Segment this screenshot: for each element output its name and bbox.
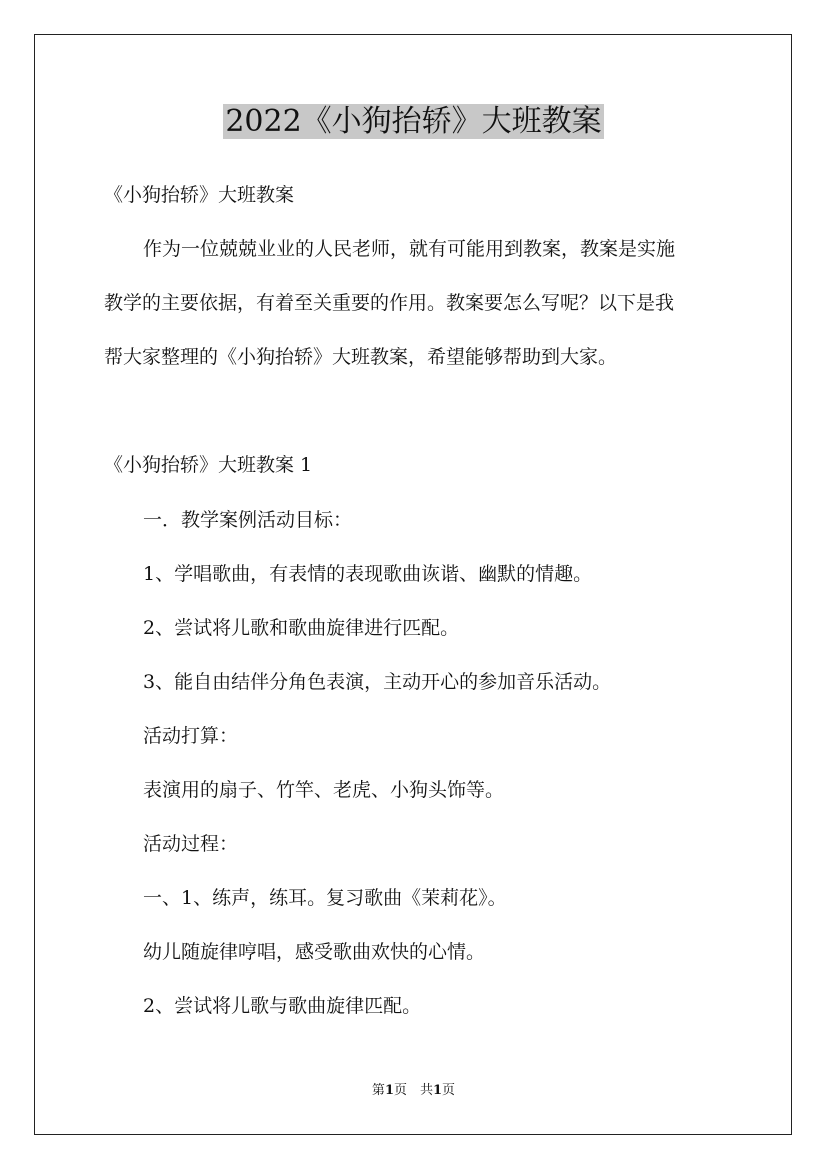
body-line: 幼儿随旋律哼唱，感受歌曲欢快的心情。	[143, 941, 486, 963]
body-line: 2、尝试将儿歌和歌曲旋律进行匹配。	[143, 617, 460, 639]
footer-page-total: 1	[433, 1083, 443, 1098]
intro-line-1: 作为一位兢兢业业的人民老师，就有可能用到教案，教案是实施	[143, 238, 676, 260]
section-heading: 《小狗抬轿》大班教案 1	[104, 454, 313, 476]
intro-line-2: 教学的主要依据，有着至关重要的作用。教案要怎么写呢？以下是我	[104, 292, 675, 314]
body-line: 一、1、练声，练耳。复习歌曲《茉莉花》。	[143, 887, 507, 909]
body-line: 表演用的扇子、竹竿、老虎、小狗头饰等。	[143, 779, 505, 801]
document-title	[0, 100, 827, 144]
body-line: 1、学唱歌曲，有表情的表现歌曲诙谐、幽默的情趣。	[143, 563, 593, 585]
body-line: 活动过程：	[143, 833, 239, 855]
footer-page-current: 1	[384, 1083, 394, 1098]
body-line: 一．教学案例活动目标：	[143, 509, 353, 531]
footer-page-prefix: 第	[371, 1083, 385, 1098]
body-line: 2、尝试将儿歌与歌曲旋律匹配。	[143, 995, 422, 1017]
footer-page-mid: 页 共	[393, 1083, 433, 1098]
body-line: 3、能自由结伴分角色表演，主动开心的参加音乐活动。	[143, 671, 612, 693]
document-title-text: 2022《小狗抬轿》大班教案	[225, 104, 602, 139]
document-subtitle: 《小狗抬轿》大班教案	[104, 184, 295, 206]
page-footer	[0, 1082, 827, 1100]
body-line: 活动打算：	[143, 725, 239, 747]
footer-page-suffix: 页	[442, 1083, 456, 1098]
intro-line-3: 帮大家整理的《小狗抬轿》大班教案，希望能够帮助到大家。	[104, 346, 618, 368]
